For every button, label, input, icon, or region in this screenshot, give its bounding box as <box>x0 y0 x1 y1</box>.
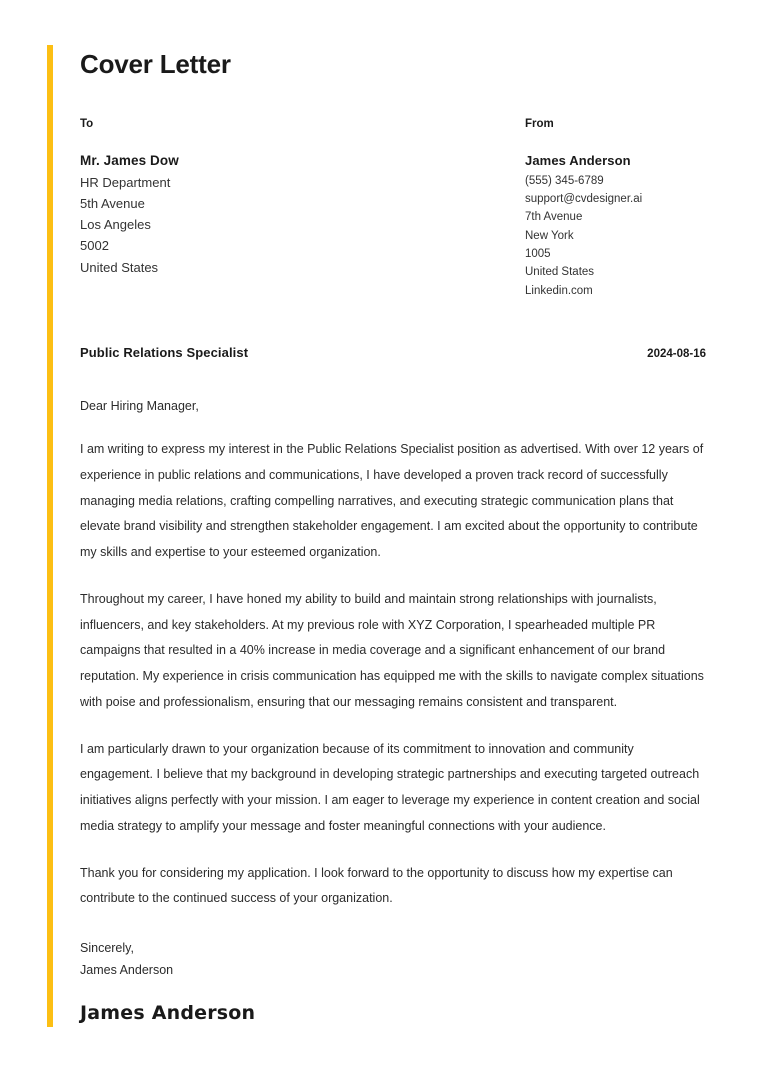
sender-label: From <box>525 117 554 130</box>
salutation: Dear Hiring Manager, <box>80 399 199 414</box>
sender-website: Linkedin.com <box>525 284 593 297</box>
sender-email: support@cvdesigner.ai <box>525 192 643 205</box>
recipient-line: United States <box>80 259 159 275</box>
subject-row <box>80 345 706 360</box>
sender-line: 7th Avenue <box>525 211 583 224</box>
recipient-label: To <box>80 117 94 130</box>
sender-block <box>525 118 706 301</box>
body-paragraph: I am writing to express my interest in the Public Relations Specialist position as advertised. With over 12 years of experience in public relations and communications, I have developed a proven track record of successfully managing media relations, crafting compelling narratives, and executing strategic communication plans that elevate brand visibility and strengthen stakeholder engagement. I am excited about the opportunity to contribute my skills and expertise to your esteemed organization. <box>80 442 704 560</box>
sender-line: New York <box>525 229 574 242</box>
body-paragraph: Throughout my career, I have honed my ability to build and maintain strong relationships with journalists, influencers, and key stakeholders. At my previous role with XYZ Corporation, I spearheaded multiple PR campaigns that resulted in a 40% increase in media coverage and a significant enhancement of our brand reputation. My experience in crisis communication has equipped me with the skills to navigate complex situations with poise and professionalism, ensuring that our messaging remains consistent and transparent. <box>80 591 704 709</box>
sender-phone: (555) 345-6789 <box>525 174 604 187</box>
recipient-line: 5th Avenue <box>80 196 145 212</box>
address-row <box>80 118 706 301</box>
body-paragraph: Thank you for considering my application. I look forward to the opportunity to discuss how my expertise can contribute to the continued success of your organization. <box>80 865 673 906</box>
signature: James Anderson <box>80 1002 256 1025</box>
body-paragraph: I am particularly drawn to your organization because of its commitment to innovation and community engagement. I believe that my background in developing strategic partnerships and executing targeted outreach initiatives aligns perfectly with your mission. I am eager to leverage my experience in content creation and social media strategy to amplify your message and foster meaningful connections with your audience. <box>80 741 700 833</box>
letter-content <box>80 45 706 1025</box>
closing-name: James Anderson <box>80 962 174 977</box>
sender-line: United States <box>525 266 595 279</box>
letter-body <box>80 397 706 912</box>
sender-name: James Anderson <box>525 153 631 169</box>
recipient-line: 5002 <box>80 238 109 254</box>
page-title: Cover Letter <box>80 49 231 79</box>
recipient-block <box>80 118 525 301</box>
left-accent-bar <box>47 45 53 1027</box>
recipient-line: Los Angeles <box>80 217 151 233</box>
subject-title: Public Relations Specialist <box>80 345 249 361</box>
closing-block <box>80 938 706 981</box>
sender-line: 1005 <box>525 248 551 261</box>
recipient-name: Mr. James Dow <box>80 153 179 169</box>
recipient-line: HR Department <box>80 175 171 191</box>
closing-salutation: Sincerely, <box>80 941 134 956</box>
letter-date: 2024-08-16 <box>647 348 706 361</box>
